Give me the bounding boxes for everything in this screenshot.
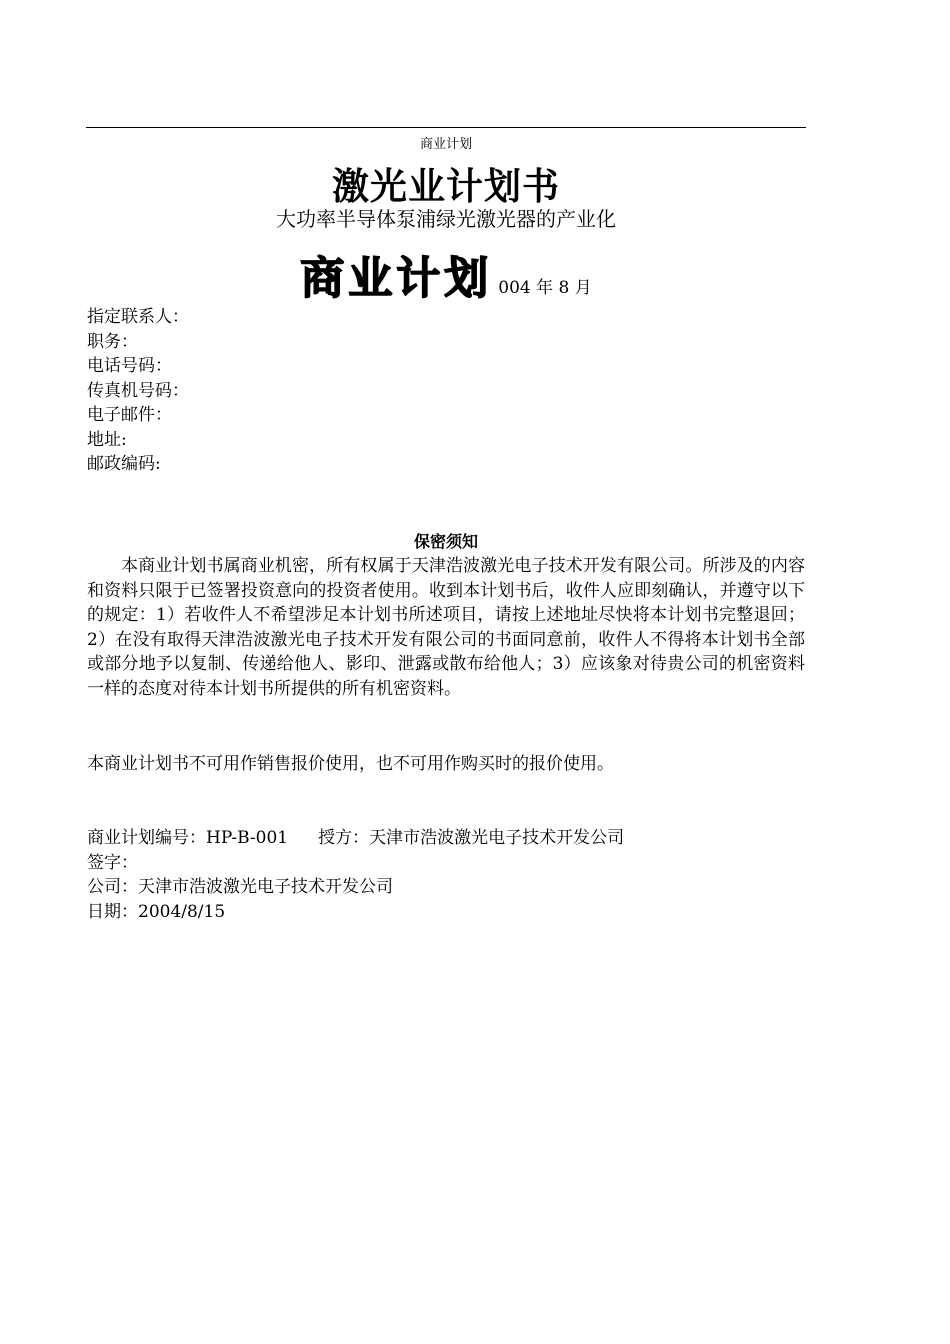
contact-field-position: 职务：	[87, 331, 138, 352]
contact-fields	[87, 305, 189, 477]
confidentiality-paragraph: 本商业计划书属商业机密，所有权属于天津浩波激光电子技术开发有限公司。所涉及的内容和资料只限于已签署投资意向的投资者使用。收到本计划书后，收件人应即刻确认，并遵守以下的规定：1）若收件人不希望涉足本计划书所述项目，请按上述地址尽快将本计划书完整退回；2）在没有取得天津浩波激光电子技术开发有限公司的书面同意前，收件人不得将本计划书全部或部分地予以复制、传递给他人、影印、泄露或散布给他人；3）应该象对待贵公司的机密资料一样的态度对待本计划书所提供的所有机密资料。	[87, 556, 805, 699]
contact-field-address: 地址:	[87, 429, 127, 450]
company-line: 公司：天津市浩波激光电子技术开发公司	[87, 877, 393, 897]
date-line: 日期：2004/8/15	[87, 901, 226, 922]
banner-label: 商业计划	[300, 253, 493, 304]
running-header: 商业计划	[419, 137, 472, 152]
grantor: 授方：天津市浩波激光电子技术开发公司	[318, 828, 625, 848]
document-title: 激光业计划书	[332, 164, 560, 208]
document-subtitle: 大功率半导体泵浦绿光激光器的产业化	[276, 207, 616, 231]
header-rule	[86, 127, 806, 128]
contact-field-fax: 传真机号码：	[87, 380, 189, 401]
banner-line	[86, 242, 806, 306]
banner-date: 004 年 8 月	[498, 278, 592, 298]
plan-number: 商业计划编号：HP-B-001	[87, 828, 289, 848]
footer-block	[87, 826, 624, 924]
contact-field-phone: 电话号码：	[87, 356, 172, 376]
confidentiality-heading: 保密须知	[413, 532, 478, 551]
pricing-disclaimer: 本商业计划书不可用作销售报价使用，也不可用作购买时的报价使用。	[87, 754, 614, 774]
contact-field-postcode: 邮政编码:	[87, 454, 161, 474]
contact-field-email: 电子邮件：	[87, 405, 172, 425]
contact-field-contact-person: 指定联系人：	[87, 307, 189, 327]
footer-first-line	[87, 826, 624, 851]
signature-line: 签字：	[87, 852, 138, 873]
